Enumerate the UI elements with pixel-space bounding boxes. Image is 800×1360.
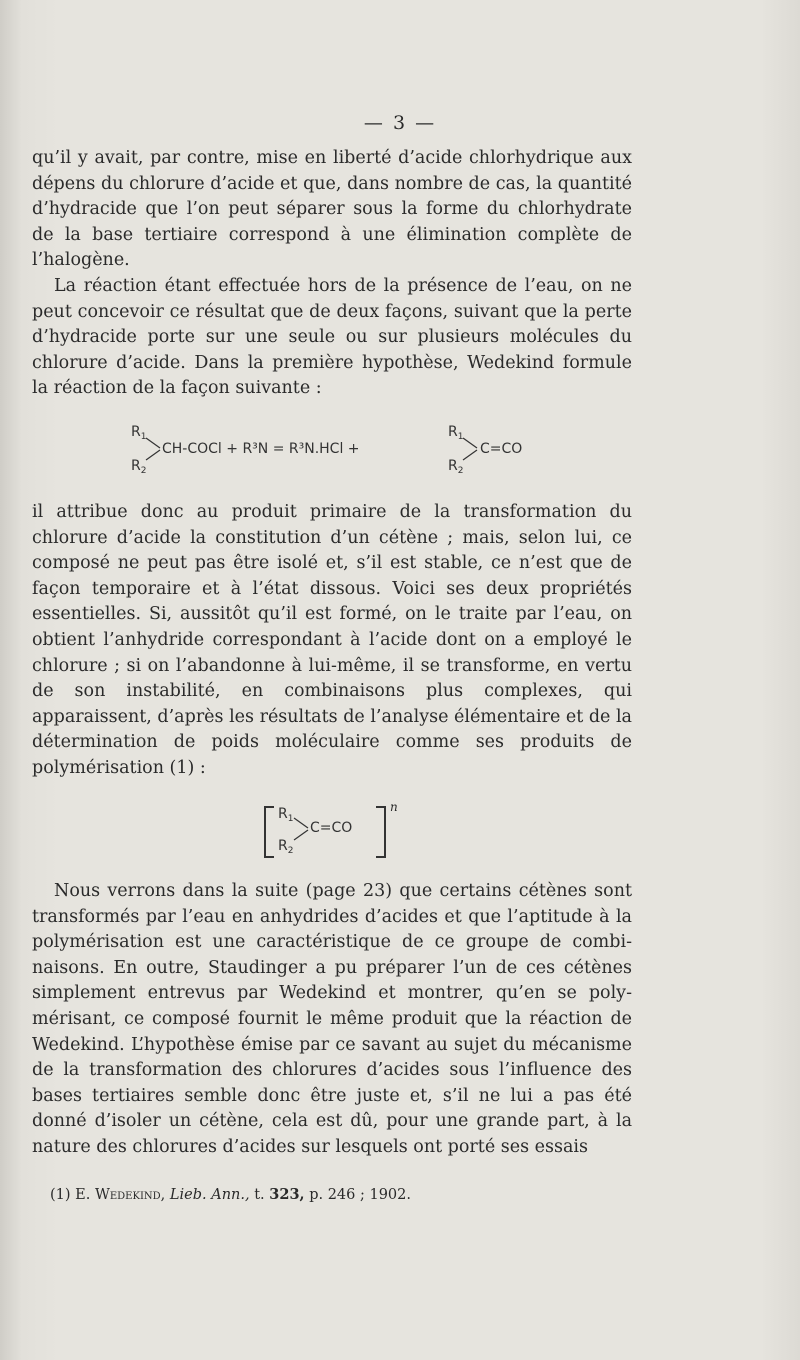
footnote-author: E. Wedekind, (75, 1187, 166, 1203)
text-block-middle (32, 500, 632, 782)
bond-lines-polymer (288, 816, 310, 842)
polymer-exponent: n (390, 800, 398, 814)
right-bracket (384, 806, 386, 858)
reaction-equation: CH-COCl + R³N = R³N.HCl + (162, 441, 360, 457)
polymer-group: C=CO (310, 820, 353, 836)
text-block-bottom (32, 879, 632, 1161)
page-number: — 3 — (363, 112, 437, 134)
left-bracket (264, 806, 266, 858)
substituent-r2: $R_2$ (278, 838, 294, 856)
substituent-r2-right: $R_2$ (448, 458, 464, 476)
paragraph-4: Nous verrons dans la suite (page 23) que certains cétènes sont transformés par l’eau en anhydrides d’acides et que l’aptitude à la polymérisation est une caractéristique de ce groupe de combinaisons. En outre, Staudinger a pu préparer l’un de ces cétènes simplement entrevus par Wedekind et montrer, qu’en se polymérisant, ce composé fournit le même produit que la réaction de Wedekind. L’hypothèse émise par ce savant au sujet du mécanisme de la transformation des chlorures d’acides sous l’influence des bases tertiaires semble donc être juste et, s’il ne lui a pas été donné d’isoler un cétène, cela est dû, pour une grande part, à la nature des chlorures d’acides sur lesquels ont porté ses essais (32, 881, 632, 1157)
footnote (50, 1186, 610, 1203)
bond-lines-right (457, 436, 479, 462)
substituent-r1-right: $R_1$ (448, 424, 464, 442)
substituent-r1-left: $R_1$ (131, 424, 147, 442)
footnote-tome: t. (254, 1187, 265, 1203)
ketene-product: C=CO (480, 441, 523, 457)
footnote-journal: Lieb. Ann., (169, 1187, 250, 1203)
text-block-top (32, 146, 632, 402)
substituent-r2-left: $R_2$ (131, 458, 147, 476)
bond-lines-left (140, 436, 162, 462)
footnote-marker: (1) (50, 1187, 71, 1203)
substituent-r1: $R_1$ (278, 806, 294, 824)
paragraph-3: il attribue donc au produit primaire de la transformation du chlorure d’acide la constitution d’un cétène ; mais, selon lui, ce composé ne peut pas être isolé et, s’il est stable, ce n’est que de façon temporaire et à l’état dissous. Voici ses deux propriétés essentielles. Si, aussitôt qu’il est formé, on le traite par l’eau, on obtient l’anhydride correspondant à l’acide dont on a employé le chlorure ; si on l’abandonne à lui-même, il se transforme, en vertu de son instabilité, en combinaisons plus complexes, qui apparaissent, d’après les résultats de l’analyse élémentaire et de la détermination de poids moléculaire comme ses produits de polymérisation (1) : (32, 502, 632, 778)
footnote-pages-year: p. 246 ; 1902. (309, 1187, 411, 1203)
paragraph-2: La réaction étant effectuée hors de la présence de l’eau, on ne peut concevoir ce résultat que de deux façons, suivant que la perte d’hydracide porte sur une seule ou sur plusieurs molécules du chlorure d’acide. Dans la première hypothèse, Wedekind formule la réaction de la façon suivante : (32, 275, 632, 399)
footnote-volume: 323, (269, 1186, 305, 1203)
paragraph-1: qu’il y avait, par contre, mise en liberté d’acide chlorhydrique aux dépens du chlorure d’acide et que, dans nombre de cas, la quantité d’hydracide que l’on peut séparer sous la forme du chlorhydrate de la base tertiaire correspond à une élimination complète de l’halogène. (32, 148, 632, 271)
